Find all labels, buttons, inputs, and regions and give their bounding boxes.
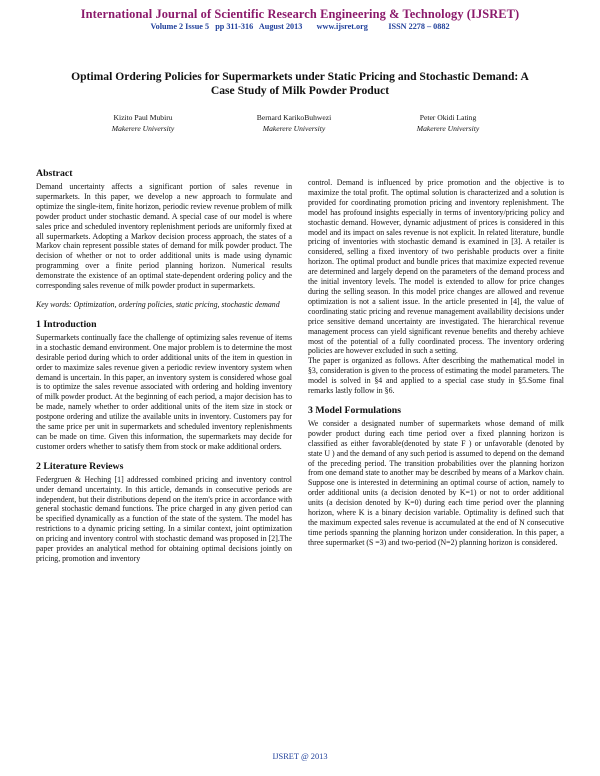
author-affiliation: Makerere University [416, 124, 480, 133]
intro-text: Supermarkets continually face the challenge of optimizing sales revenue of items in a stochastic demand environment. One major problem is to determine the most desirable period during which to order additional units of the item in question in order to maximize sales revenue given a periodic review inventory system when demand is uncertain. In this paper, an inventory system is considered whose goal is to optimize the sales revenue associated with ordering and holding inventory of milk powder product. At the beginning of each period, a major decision has to be made, namely whether to order additional units of the item size in stock or postpone ordering and utilize the available units in inventory. Customers pay for the same price per unit in supermarkets and scheduled inventory replenishments can be made on time. Given this information, the supermarkets may decide for customer orders whether to satisfy them from stock or make additional orders. [36, 332, 292, 451]
author-name: Kizito Paul Mubiru [113, 113, 173, 122]
keywords: Key words: Optimization, ordering policies, static pricing, stochastic demand [36, 299, 280, 309]
lit-continued-text: control. Demand is influenced by price promotion and the objective is to maximize the total profit. The optimal solution is characterized and a solution is provided for coordinating promotion pricing and inventory replenishment. The model has profound insights especially in terms of inventory/pricing policy and stochastic demand. However, dynamic adjustment of prices is considered in this model and its impact on sales revenue is not explicit. In related literature, bundle pricing of inventories with stochastic demand is examined in [3]. A retailer is considered, selling a fixed inventory of two perishable products over a finite horizon. The optimal product and bundle prices that maximize expected revenue are determined and largely depend on the parameters of the demand process and the initial inventory levels. The model is extended to allow for price changes during the selling season. In this model price changes are allowed and revenue optimization is not a salient issue. In the article presented in [4], the value of coordinating static pricing and revenue management availability decisions under price sensitive demand uncertainty are investigated. The hierarchical revenue management process can yield significant revenue benefits and thereby achieve most of the potential of a fully coordinated process. The inventory ordering policies are however excluded in such a setting. [308, 178, 564, 356]
author-block [0, 112, 600, 138]
author-affiliation: Makerere University [262, 124, 326, 133]
author-2 [224, 112, 364, 134]
author-3 [378, 112, 518, 134]
author-name: Peter Okidi Lating [419, 113, 477, 122]
lit-heading: 2 Literature Reviews [36, 460, 124, 472]
right-column [308, 178, 564, 548]
organization-text: The paper is organized as follows. After describing the mathematical model in §3, consideration is given to the process of estimating the model parameters. The model is solved in §4 and applied to a special case study in §5.Some final remarks lastly follow in §6. [308, 356, 564, 396]
author-1 [73, 112, 213, 134]
lit-text: Federgruen & Heching [1] addressed combined pricing and inventory control under demand uncertainty. In this article, demands in consecutive periods are independent, but their distributions depend on the item's price in accordance with general stochastic demand functions. The price charged in any given period can be specified dynamically as a function of the state of the system. The model has restrictions to a dynamic pricing setting. In a similar context, joint optimization on pricing and inventory control with stochastic demand was proposed in [2].The paper provides an analytical method for obtaining optimal decisions jointly on pricing, promotion and inventory [36, 474, 292, 563]
journal-volume-line: Volume 2 Issue 5 pp 311-316 August 2013 www.ijsret.org ISSN 2278 – 0882 [150, 22, 450, 31]
left-column [36, 168, 292, 564]
author-affiliation: Makerere University [111, 124, 175, 133]
model-text: We consider a designated number of supermarkets whose demand of milk powder product during each time period over a fixed planning horizon is classified as either favorable(denoted by state F ) or unfavorable (denoted by state U ) and the demand of any such period is assumed to depend on the demand of the preceding period. The transition probabilities over the planning horizon from one demand state to another may be described by means of a Markov chain. Suppose one is interested in determining an optimal course of action, namely to order additional units (a decision denoted by K=1) or not to order additional units (a decision denoted by K=0) during each time period over the planning horizon, where K is a binary decision variable. Optimality is defined such that the maximum expected sales revenue is accumulated at the end of N consecutive time periods spanning the planning horizon under consideration. In this paper, a three supermarket (S =3) and two-period (N=2) planning horizon is considered. [308, 418, 564, 547]
model-heading: 3 Model Formulations [308, 404, 402, 416]
intro-heading: 1 Introduction [36, 318, 97, 330]
author-name: Bernard KarikoBuhwezi [256, 113, 332, 122]
abstract-heading: Abstract [36, 168, 73, 179]
page-footer: IJSRET @ 2013 [272, 752, 328, 761]
paper-title: Optimal Ordering Policies for Supermarkets under Static Pricing and Stochastic Demand: A Case Study of Milk Powder Product [71, 70, 529, 97]
abstract-text: Demand uncertainty affects a significant portion of sales revenue in supermarkets. In this paper, we develop a new approach to formulate and optimize the single-item, finite horizon, periodic review revenue problem of milk powder product under stochastic demand. A special case of our model is where sales price and scheduled inventory replenishment periods are uniformly fixed at all supermarkets. Adopting a Markov decision process approach, the states of a Markov chain represent possible states of demand for milk powder product. The decision of whether or not to order additional units is made using dynamic programming over a finite period planning horizon. Numerical results demonstrate the existence of an optimal state-dependent ordering policy and the corresponding sales revenue of milk powder product in supermarkets. [36, 182, 292, 291]
journal-title: International Journal of Scientific Research Engineering & Technology (IJSRET) [80, 7, 520, 21]
